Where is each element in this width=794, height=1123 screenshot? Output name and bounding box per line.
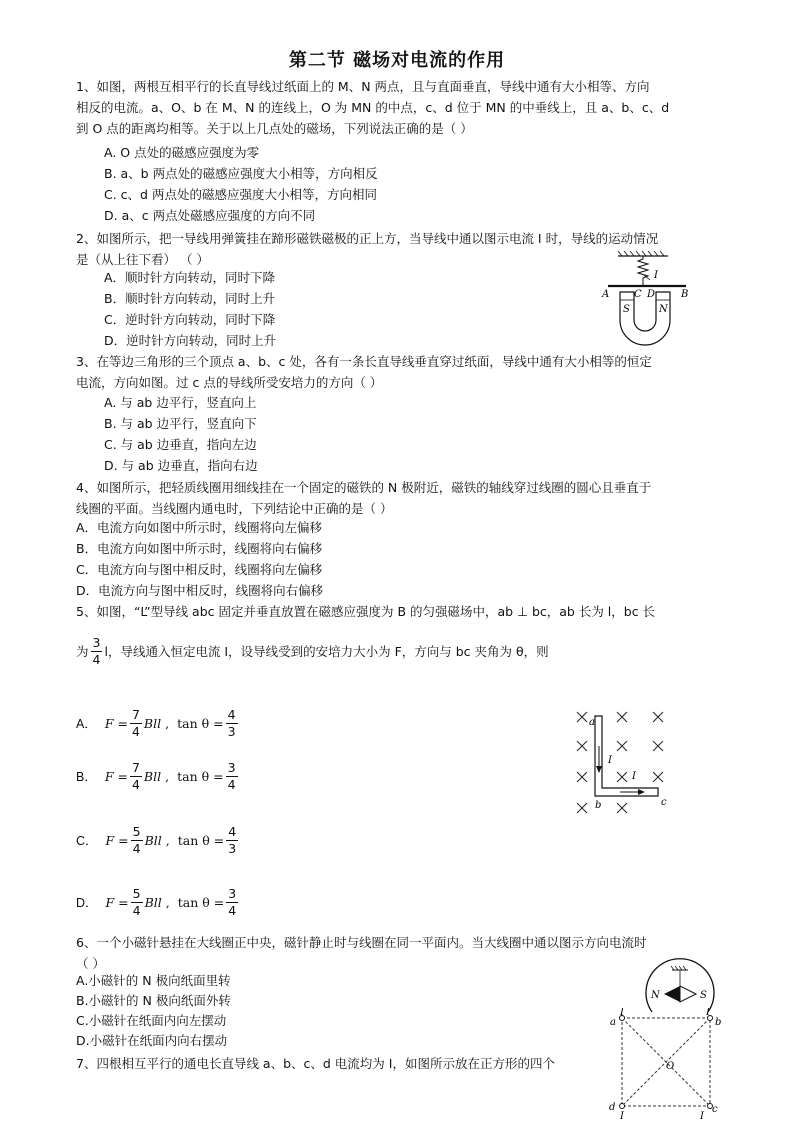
question-6 <box>76 932 720 974</box>
compass-needle-icon <box>664 986 680 1002</box>
q4-option-a: A．电流方向如图中所示时，线圈将向左偏移 <box>76 520 323 535</box>
question-4 <box>76 477 720 519</box>
svg-text:b: b <box>595 800 602 811</box>
q3-option-a: A. 与 ab 边平行，竖直向上 <box>104 395 257 410</box>
q3-option-c: C. 与 ab 边垂直，指向左边 <box>104 437 257 452</box>
q5-line-1: 5、如图，“L”型导线 abc 固定并垂直放置在磁感应强度为 B 的匀强磁场中，ab ⊥ bc，ab 长为 l，bc 长 <box>76 604 656 619</box>
q2-line-2: 是（从上往下看） （ ） <box>76 252 209 267</box>
svg-text:S: S <box>700 990 707 1001</box>
q1-line-3: 到 O 点的距离均相等。关于以上几点处的磁场，下列说法正确的是（ ） <box>76 121 473 136</box>
question-5 <box>76 601 720 622</box>
svg-text:c: c <box>712 1104 718 1115</box>
q6-line-2: （ ） <box>76 956 105 971</box>
q4-option-c: C．电流方向与图中相反时，线圈将向左偏移 <box>76 562 323 577</box>
q3-line-1: 3、在等边三角形的三个顶点 a、b、c 处，各有一条长直导线垂直穿过纸面，导线中通有大小相等的恒定 <box>76 354 652 369</box>
l-wire-magnetic-field-figure <box>568 706 680 820</box>
svg-text:I: I <box>632 771 636 782</box>
square-wires-figure <box>602 1008 722 1120</box>
svg-text:D: D <box>647 289 656 300</box>
q3-line-2: 电流，方向如图。过 c 点的导线所受安培力的方向（ ） <box>76 375 383 390</box>
question-3 <box>76 351 720 393</box>
svg-text:I: I <box>700 1111 704 1120</box>
q3-option-b: B. 与 ab 边平行，竖直向下 <box>104 416 257 431</box>
svg-text:B: B <box>681 289 689 300</box>
q6-option-b: B.小磁针的 N 极向纸面外转 <box>76 993 231 1008</box>
svg-text:c: c <box>661 797 667 808</box>
svg-text:N: N <box>659 304 668 315</box>
q1-line-1: 1、如图，两根互相平行的长直导线过纸面上的 M、N 两点，且与直面垂直，导线中通有大小相等、方向 <box>76 79 650 94</box>
q4-line-2: 线圈的平面。当线圈内通电时，下列结论中正确的是（ ） <box>76 501 393 516</box>
question-1 <box>76 76 720 139</box>
q5-option-a: A． F = $\frac{7}{4}$ Bll , tan θ = $\frac{4}{3}$ <box>76 706 236 739</box>
compass-coil-figure <box>642 958 718 1014</box>
page-title: 第二节 磁场对电流的作用 <box>288 50 506 71</box>
svg-text:b: b <box>715 1017 722 1028</box>
q1-option-c: C. c、d 两点处的磁感应强度大小相等，方向相同 <box>104 187 377 202</box>
horseshoe-magnet-figure <box>598 250 698 350</box>
q6-option-c: C.小磁针在纸面内向左摆动 <box>76 1013 227 1028</box>
svg-text:a: a <box>589 717 595 728</box>
q5-option-b: B． F = $\frac{7}{4}$ Bll , tan θ = $\frac{3}{4}$ <box>76 759 236 792</box>
svg-text:C: C <box>634 289 642 300</box>
q1-option-a: A. O 点处的磁感应强度为零 <box>104 145 260 160</box>
q2-option-c: C．逆时针方向转动，同时下降 <box>104 312 276 327</box>
q2-option-a: A．顺时针方向转动，同时下降 <box>104 270 276 285</box>
q4-option-d: D．电流方向与图中相反时，线圈将向右偏移 <box>76 583 324 598</box>
q6-option-d: D.小磁针在纸面内向右摆动 <box>76 1033 228 1048</box>
svg-text:A: A <box>602 289 610 300</box>
q5-option-c: C． F = $\frac{5}{4}$ Bll , tan θ = $\frac{4}{3}$ <box>76 823 237 856</box>
q6-option-a: A.小磁针的 N 极向纸面里转 <box>76 973 231 988</box>
svg-text:I: I <box>620 1111 624 1120</box>
q4-option-b: B．电流方向如图中所示时，线圈将向右偏移 <box>76 541 323 556</box>
svg-text:S: S <box>623 304 630 315</box>
l-shaped-wire <box>595 716 658 796</box>
q4-line-1: 4、如图所示，把轻质线圈用细线挂在一个固定的磁铁的 N 极附近，磁铁的轴线穿过线圈的圆心且垂直于 <box>76 480 652 495</box>
fraction: $\frac{3}{4}$ <box>92 634 101 667</box>
svg-text:O: O <box>666 1061 675 1072</box>
q7-line-1: 7、四根相互平行的通电长直导线 a、b、c、d 电流均为 I，如图所示放在正方形的四个 <box>76 1056 555 1071</box>
svg-text:I: I <box>706 1008 710 1018</box>
q2-line-1: 2、如图所示，把一导线用弹簧挂在蹄形磁铁磁极的正上方，当导线中通以图示电流 I 时，导线的运动情况 <box>76 231 659 246</box>
spring-icon <box>638 256 648 286</box>
svg-text:I: I <box>608 755 612 766</box>
q2-option-d: D．逆时针方向转动，同时上升 <box>104 333 277 348</box>
svg-text:a: a <box>610 1017 616 1028</box>
q1-option-d: D. a、c 两点处磁感应强度的方向不同 <box>104 208 316 223</box>
q3-option-d: D. 与 ab 边垂直，指向右边 <box>104 458 258 473</box>
q2-option-b: B．顺时针方向转动，同时上升 <box>104 291 276 306</box>
current-label: I <box>654 270 658 281</box>
svg-text:I: I <box>620 1008 624 1018</box>
svg-text:d: d <box>609 1102 616 1113</box>
q1-option-b: B. a、b 两点处的磁感应强度大小相等，方向相反 <box>104 166 378 181</box>
q1-line-2: 相反的电流。a、O、b 在 M、N 的连线上，O 为 MN 的中点，c、d 位于 MN 的中垂线上，且 a、b、c、d <box>76 100 670 115</box>
q5-option-d: D． F = $\frac{5}{4}$ Bll , tan θ = $\frac{3}{4}$ <box>76 885 237 918</box>
svg-text:N: N <box>651 990 660 1001</box>
q6-line-1: 6、一个小磁针悬挂在大线圈正中央，磁针静止时与线圈在同一平面内。当大线圈中通以图示方向电流时 <box>76 935 647 950</box>
q5-line-2: 为 $\frac{3}{4}$ l，导线通入恒定电流 I，设导线受到的安培力大小为 F，方向与 bc 夹角为 θ，则 <box>76 634 549 667</box>
